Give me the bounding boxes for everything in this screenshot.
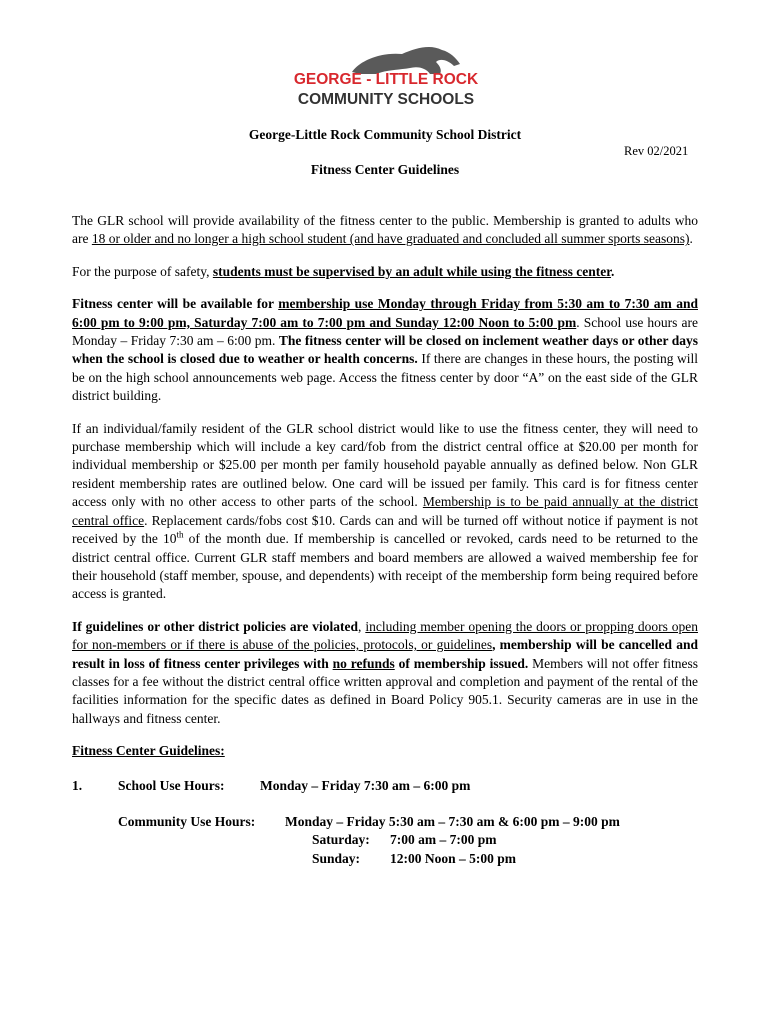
intro-paragraph: The GLR school will provide availability of the fitness center to the public. Membership is granted to adults who are 18 or older and no longer a high school student (and have graduated and concluded all summer sports seasons). xyxy=(72,213,698,247)
community-hours-row xyxy=(72,813,698,831)
saturday-hours-row xyxy=(72,831,698,849)
logo-line2: COMMUNITY SCHOOLS xyxy=(297,91,475,108)
school-hours-label: School Use Hours: xyxy=(118,777,225,793)
school-hours-value: Monday – Friday 7:30 am – 6:00 pm xyxy=(260,777,471,793)
logo-line1: GEORGE - LITTLE ROCK xyxy=(293,71,479,88)
document-title: Fitness Center Guidelines xyxy=(310,162,460,177)
hours-paragraph: Fitness center will be available for membership use Monday through Friday from 5:30 am to 7:30 am and 6:00 pm to 9:00 pm, Saturday 7:00 am to 7:00 pm and Sunday 12:00 Noon to 5:00 pm. School use hours are Monday – Friday 7:30 am – 6:00 pm. The fitness center will be closed on inclement weather days or other days when the school is closed due to weather or health concerns. If there are changes in these hours, the posting will be on the high school announcements web page. Access the fitness center by door “A” on the east side of the GLR district building. xyxy=(72,296,698,404)
guidelines-heading: Fitness Center Guidelines: xyxy=(72,743,225,759)
membership-paragraph: If an individual/family resident of the GLR school district would like to use the fitness center, they will need to purchase membership which will include a key card/fob from the district central office at $20.00 per month for individual membership or $25.00 per month per family household payable annually as defined below. Non GLR resident membership rates are outlined below. One card will be issued per family. This card is for fitness center access only with no other access to other parts of the school. Membership is to be paid annually at the district central office. Replacement cards/fobs cost $10. Cards can and will be turned off without notice if payment is not received by the 10th of the month due. If membership is cancelled or revoked, cards need to be returned to the district central office. Current GLR staff members and board members are allowed a waived membership fee for their household (staff member, spouse, and dependents) with receipt of the membership form being required before access is granted. xyxy=(72,420,698,602)
sunday-value: 12:00 Noon – 5:00 pm xyxy=(390,850,517,866)
revision-label: Rev 02/2021 xyxy=(624,144,689,158)
saturday-value: 7:00 am – 7:00 pm xyxy=(390,832,497,848)
safety-paragraph: For the purpose of safety, students must be supervised by an adult while using the fitness center. xyxy=(72,263,615,279)
document-body xyxy=(72,212,698,868)
list-number: 1. xyxy=(72,777,83,793)
school-hours-row xyxy=(72,777,698,795)
district-name: George-Little Rock Community School District xyxy=(248,127,522,142)
community-hours-label: Community Use Hours: xyxy=(118,813,256,829)
community-hours-value: Monday – Friday 5:30 am – 7:30 am & 6:00 pm – 9:00 pm xyxy=(285,813,620,829)
district-logo xyxy=(290,40,482,110)
horse-icon xyxy=(352,47,460,74)
saturday-label: Saturday: xyxy=(312,832,370,848)
violations-paragraph: If guidelines or other district policies are violated, including member opening the doors or propping doors open for non-members or if there is abuse of the policies, protocols, or guidelines, membership will be cancelled and result in loss of fitness center privileges with no refunds of membership issued. Members will not offer fitness classes for a fee without the district central office written approval and completion and payment of the rental of the facilities information for the specific dates as defined in Board Policy 905.1. Security cameras are in use in the hallways and fitness center. xyxy=(72,618,698,726)
hours-list xyxy=(72,777,698,869)
sunday-label: Sunday: xyxy=(312,850,361,866)
sunday-hours-row xyxy=(72,850,698,868)
